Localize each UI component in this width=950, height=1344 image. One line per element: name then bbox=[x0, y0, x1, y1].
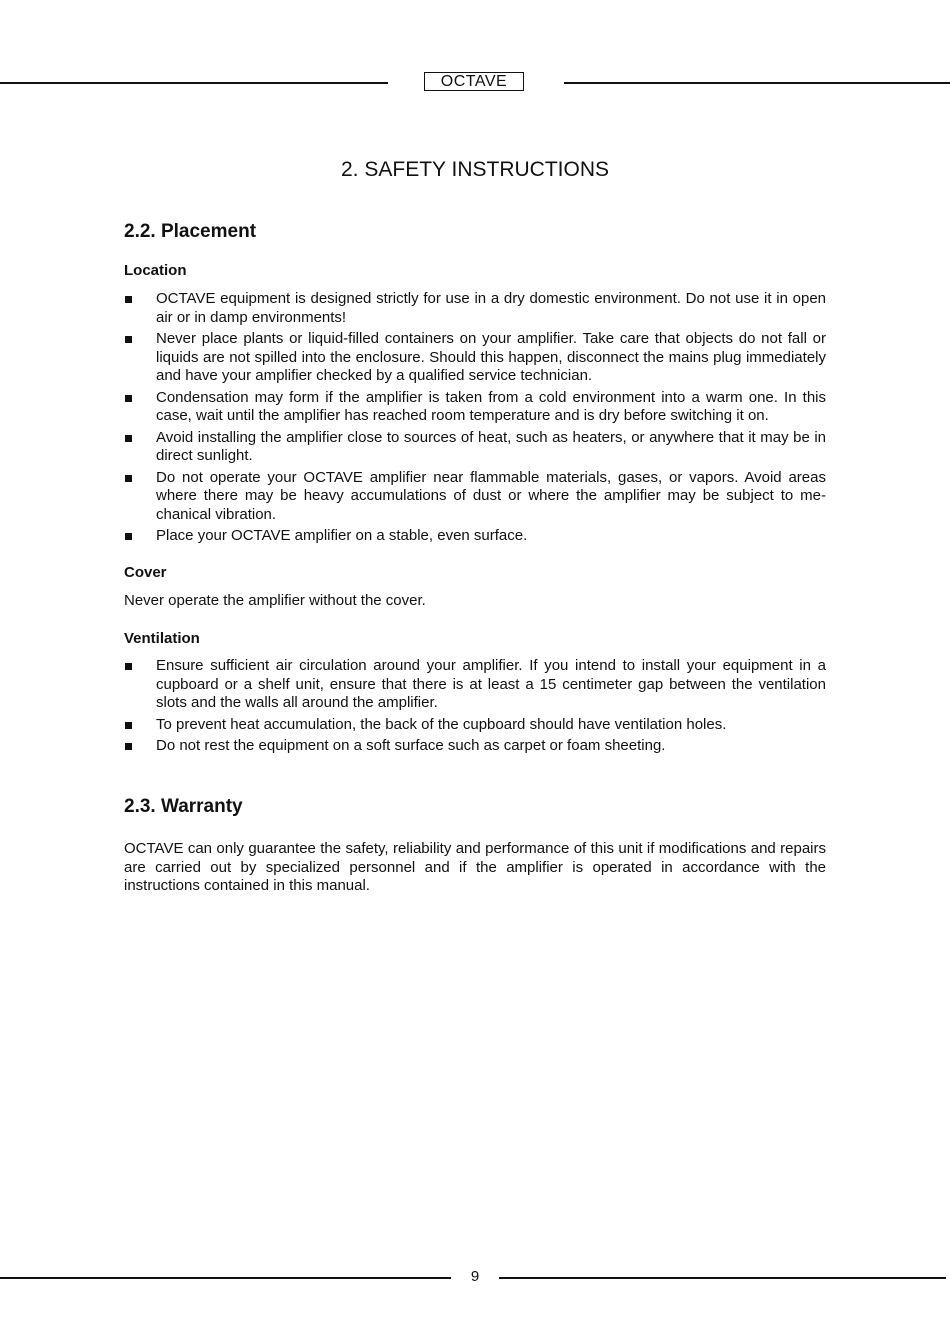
bullet-icon bbox=[125, 533, 132, 540]
octave-logo bbox=[424, 72, 524, 91]
bullet-icon bbox=[125, 743, 132, 750]
bullet-icon bbox=[125, 663, 132, 670]
ventilation-list bbox=[124, 657, 826, 759]
section-heading-warranty: 2.3. Warranty bbox=[124, 796, 243, 817]
bullet-icon bbox=[125, 475, 132, 482]
list-item: Do not rest the equipment on a soft surface such as carpet or foam sheeting. bbox=[124, 737, 826, 756]
list-item: Condensation may form if the amplifier is taken from a cold environment into a warm one. In this case, wait until the amplifier has reached room temperature and is dry before switching it on. bbox=[124, 389, 826, 426]
header-rule-left bbox=[0, 82, 388, 84]
list-item: Place your OCTAVE amplifier on a stable, even surface. bbox=[124, 527, 826, 546]
footer-rule-left bbox=[0, 1277, 451, 1279]
subheading-ventilation: Ventilation bbox=[124, 630, 200, 647]
subheading-location: Location bbox=[124, 262, 187, 279]
list-item: To prevent heat accumulation, the back of the cupboard should have ventilation holes. bbox=[124, 716, 826, 735]
section-heading-placement: 2.2. Placement bbox=[124, 221, 257, 242]
location-list bbox=[124, 290, 826, 549]
bullet-icon bbox=[125, 722, 132, 729]
page-title: 2. SAFETY INSTRUCTIONS bbox=[341, 158, 609, 181]
list-item: Never place plants or liquid-filled containers on your amplifier. Take care that objects do not fall or liquids are not spilled into the enclosure. Should this happen, disconnect the mains plug immediately and have your amplifier checked by a qualified service technician. bbox=[124, 330, 826, 386]
list-item: Do not operate your OCTAVE amplifier near flammable materials, gases, or vapors. Avoid areas where there may be heavy accumulations of dust or where the amplifier may be subject to mechanical vibration. bbox=[124, 469, 826, 525]
bullet-icon bbox=[125, 336, 132, 343]
bullet-icon bbox=[125, 435, 132, 442]
warranty-text: OCTAVE can only guarantee the safety, reliability and performance of this unit if modifications and repairs are carried out by specialized personnel and if the amplifier is operated in accordance with the instructions contained in this manual. bbox=[124, 840, 826, 894]
bullet-icon bbox=[125, 296, 132, 303]
list-item: Ensure sufficient air circulation around your amplifier. If you intend to install your equipment in a cupboard or a shelf unit, ensure that there is at least a 15 centimeter gap between the ventilation slots and the walls all around the amplifier. bbox=[124, 657, 826, 713]
list-item: Avoid installing the amplifier close to sources of heat, such as heaters, or anywhere that it may be in direct sunlight. bbox=[124, 429, 826, 466]
list-item: OCTAVE equipment is designed strictly for use in a dry domestic environment. Do not use it in open air or in damp environments! bbox=[124, 290, 826, 327]
header-rule-right bbox=[564, 82, 950, 84]
page-number: 9 bbox=[470, 1268, 480, 1285]
subheading-cover: Cover bbox=[124, 564, 167, 581]
footer-rule-right bbox=[499, 1277, 946, 1279]
cover-text: Never operate the amplifier without the cover. bbox=[124, 592, 426, 609]
logo-text: OCTAVE bbox=[440, 72, 508, 90]
bullet-icon bbox=[125, 395, 132, 402]
